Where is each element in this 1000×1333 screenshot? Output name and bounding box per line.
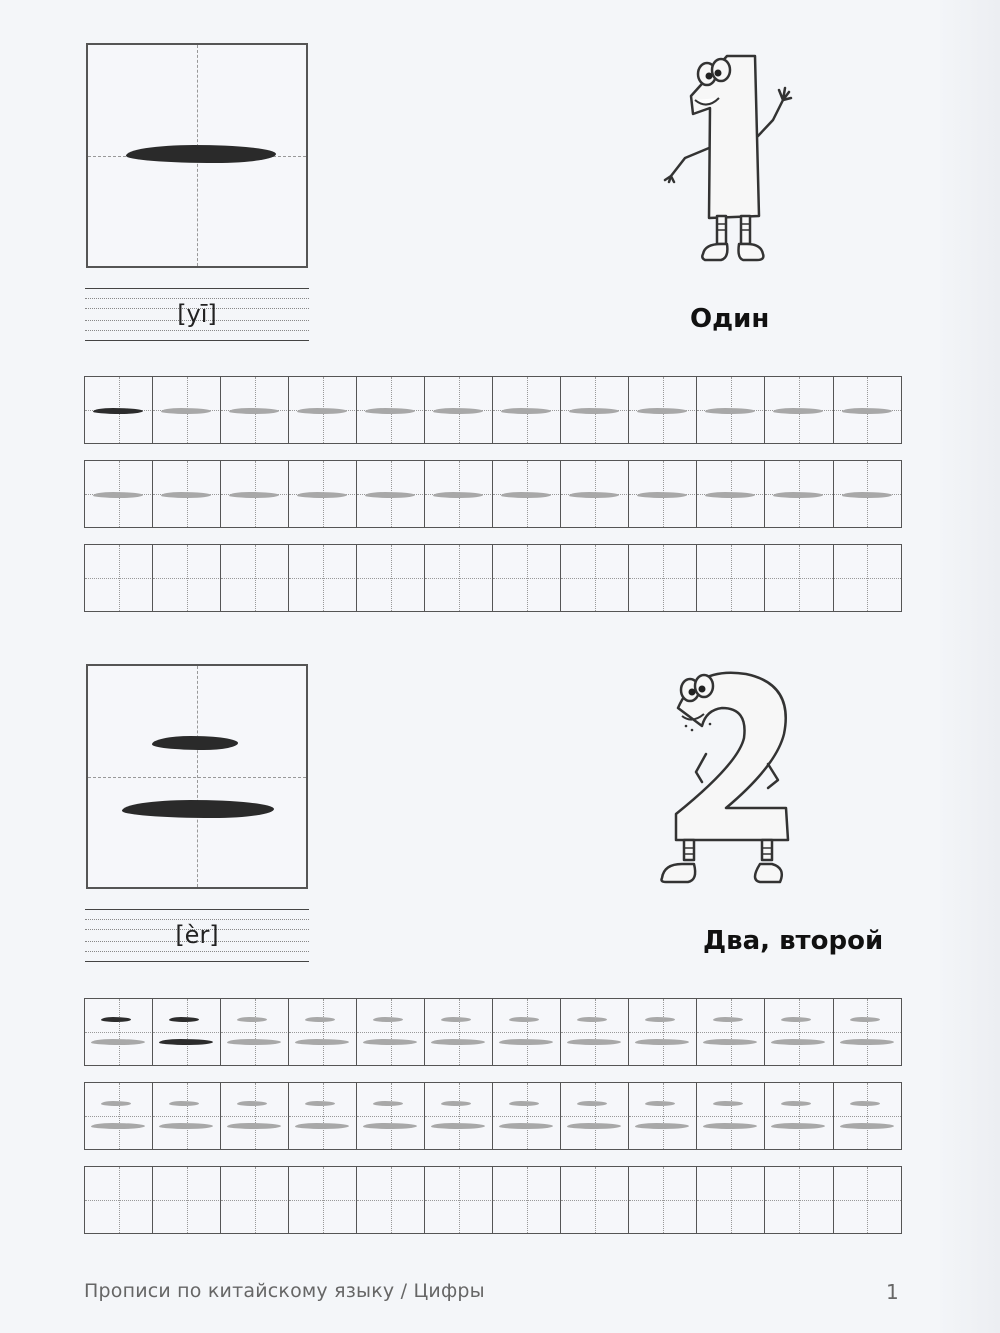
trace-stroke-upper [645, 1017, 675, 1022]
trace-stroke [637, 492, 687, 498]
practice-cell[interactable] [84, 460, 154, 528]
practice-cell[interactable] [492, 1082, 562, 1150]
practice-cell[interactable] [84, 376, 154, 444]
practice-row-blank-2 [84, 1166, 902, 1234]
practice-cell[interactable] [220, 544, 290, 612]
trace-stroke-lower [91, 1039, 145, 1045]
pinyin-yi: [yī] [177, 300, 217, 328]
practice-cell[interactable] [833, 460, 903, 528]
practice-cell[interactable] [833, 998, 903, 1066]
main-character-box-yi [86, 43, 308, 268]
trace-stroke-lower [159, 1123, 213, 1129]
trace-stroke-lower [499, 1039, 553, 1045]
practice-cell[interactable] [152, 460, 222, 528]
practice-cell[interactable] [492, 544, 562, 612]
trace-stroke [297, 408, 347, 414]
practice-cell[interactable] [288, 544, 358, 612]
meaning-one: Один [690, 304, 770, 334]
practice-cell[interactable] [220, 376, 290, 444]
trace-stroke-lower [703, 1123, 757, 1129]
trace-stroke-upper [781, 1017, 811, 1022]
practice-cell[interactable] [424, 1082, 494, 1150]
practice-cell[interactable] [628, 376, 698, 444]
trace-stroke-upper [781, 1101, 811, 1106]
trace-stroke [773, 492, 823, 498]
page-edge [940, 0, 1000, 1333]
trace-stroke [229, 408, 279, 414]
character-er-lower-stroke [122, 800, 274, 818]
trace-stroke [501, 492, 551, 498]
trace-stroke-lower [771, 1039, 825, 1045]
practice-cell[interactable] [696, 544, 766, 612]
practice-cell[interactable] [833, 376, 903, 444]
trace-stroke-upper [509, 1017, 539, 1022]
trace-stroke-lower [703, 1039, 757, 1045]
trace-stroke-lower [295, 1123, 349, 1129]
trace-stroke-lower [499, 1123, 553, 1129]
practice-cell[interactable] [356, 998, 426, 1066]
trace-stroke-upper [373, 1101, 403, 1106]
meaning-two: Два, второй [703, 926, 884, 956]
trace-stroke [229, 492, 279, 498]
practice-cell[interactable] [84, 1166, 154, 1234]
trace-stroke-lower [159, 1039, 213, 1045]
character-yi-stroke [126, 145, 276, 163]
trace-stroke-upper [713, 1101, 743, 1106]
practice-row-blank-1 [84, 544, 902, 612]
main-character-box-er [86, 664, 308, 889]
practice-row-trace-2a [84, 998, 902, 1066]
practice-cell[interactable] [696, 376, 766, 444]
practice-cell[interactable] [628, 460, 698, 528]
trace-stroke-lower [635, 1123, 689, 1129]
trace-stroke-upper [237, 1101, 267, 1106]
trace-stroke [569, 492, 619, 498]
practice-cell[interactable] [220, 460, 290, 528]
practice-cell[interactable] [220, 1166, 290, 1234]
practice-cell[interactable] [833, 544, 903, 612]
trace-stroke [93, 408, 143, 414]
trace-stroke-lower [840, 1123, 894, 1129]
practice-cell[interactable] [764, 544, 834, 612]
practice-cell[interactable] [288, 376, 358, 444]
trace-stroke-lower [567, 1039, 621, 1045]
trace-stroke-lower [635, 1039, 689, 1045]
trace-stroke-upper [305, 1101, 335, 1106]
practice-cell[interactable] [152, 1166, 222, 1234]
practice-cell[interactable] [424, 376, 494, 444]
trace-stroke-upper [441, 1101, 471, 1106]
practice-cell[interactable] [424, 544, 494, 612]
trace-stroke [773, 408, 823, 414]
practice-cell[interactable] [628, 998, 698, 1066]
practice-cell[interactable] [288, 1082, 358, 1150]
trace-stroke-upper [441, 1017, 471, 1022]
trace-stroke [297, 492, 347, 498]
trace-stroke [842, 492, 892, 498]
trace-stroke [365, 408, 415, 414]
trace-stroke [501, 408, 551, 414]
practice-cell[interactable] [288, 998, 358, 1066]
trace-stroke [365, 492, 415, 498]
practice-cell[interactable] [628, 1082, 698, 1150]
practice-cell[interactable] [628, 1166, 698, 1234]
practice-cell[interactable] [764, 1166, 834, 1234]
trace-stroke-upper [169, 1101, 199, 1106]
footer-title: Прописи по китайскому языку / Цифры [84, 1280, 485, 1302]
trace-stroke-lower [91, 1123, 145, 1129]
practice-cell[interactable] [560, 460, 630, 528]
trace-stroke-lower [295, 1039, 349, 1045]
trace-stroke [433, 492, 483, 498]
practice-cell[interactable] [356, 544, 426, 612]
practice-cell[interactable] [492, 460, 562, 528]
practice-cell[interactable] [696, 998, 766, 1066]
practice-cell[interactable] [696, 460, 766, 528]
trace-stroke [433, 408, 483, 414]
practice-cell[interactable] [628, 544, 698, 612]
practice-cell[interactable] [220, 998, 290, 1066]
practice-cell[interactable] [764, 1082, 834, 1150]
practice-cell[interactable] [220, 1082, 290, 1150]
practice-row-trace-1a [84, 376, 902, 444]
trace-stroke-upper [373, 1017, 403, 1022]
practice-cell[interactable] [492, 1166, 562, 1234]
trace-stroke-upper [101, 1017, 131, 1022]
trace-stroke-lower [431, 1123, 485, 1129]
pinyin-lines-er [85, 909, 309, 961]
practice-cell[interactable] [764, 460, 834, 528]
practice-cell[interactable] [424, 998, 494, 1066]
trace-stroke-upper [305, 1017, 335, 1022]
practice-row-trace-1b [84, 460, 902, 528]
trace-stroke-lower [567, 1123, 621, 1129]
trace-stroke-upper [509, 1101, 539, 1106]
trace-stroke [93, 492, 143, 498]
trace-stroke-lower [227, 1039, 281, 1045]
practice-cell[interactable] [696, 1166, 766, 1234]
trace-stroke-lower [363, 1123, 417, 1129]
trace-stroke [637, 408, 687, 414]
trace-stroke-upper [850, 1017, 880, 1022]
practice-cell[interactable] [492, 998, 562, 1066]
practice-cell[interactable] [152, 1082, 222, 1150]
practice-cell[interactable] [84, 998, 154, 1066]
practice-cell[interactable] [152, 376, 222, 444]
practice-cell[interactable] [356, 1166, 426, 1234]
practice-cell[interactable] [833, 1166, 903, 1234]
trace-stroke [705, 492, 755, 498]
trace-stroke [161, 492, 211, 498]
trace-stroke-upper [850, 1101, 880, 1106]
practice-cell[interactable] [560, 544, 630, 612]
practice-cell[interactable] [560, 1166, 630, 1234]
practice-cell[interactable] [833, 1082, 903, 1150]
practice-cell[interactable] [764, 998, 834, 1066]
practice-row-trace-2b [84, 1082, 902, 1150]
practice-cell[interactable] [356, 460, 426, 528]
pinyin-lines-yi [85, 288, 309, 340]
trace-stroke [569, 408, 619, 414]
practice-cell[interactable] [356, 376, 426, 444]
trace-stroke-lower [840, 1039, 894, 1045]
practice-cell[interactable] [356, 1082, 426, 1150]
practice-cell[interactable] [696, 1082, 766, 1150]
practice-cell[interactable] [152, 544, 222, 612]
trace-stroke-upper [577, 1017, 607, 1022]
trace-stroke-lower [431, 1039, 485, 1045]
page-number: 1 [886, 1280, 899, 1304]
trace-stroke-upper [237, 1017, 267, 1022]
trace-stroke-upper [169, 1017, 199, 1022]
trace-stroke [161, 408, 211, 414]
practice-cell[interactable] [84, 1082, 154, 1150]
trace-stroke [705, 408, 755, 414]
practice-cell[interactable] [288, 460, 358, 528]
practice-cell[interactable] [152, 998, 222, 1066]
practice-cell[interactable] [424, 1166, 494, 1234]
practice-cell[interactable] [560, 376, 630, 444]
trace-stroke-upper [101, 1101, 131, 1106]
trace-stroke [842, 408, 892, 414]
practice-cell[interactable] [492, 376, 562, 444]
trace-stroke-lower [227, 1123, 281, 1129]
trace-stroke-upper [713, 1017, 743, 1022]
practice-cell[interactable] [560, 998, 630, 1066]
practice-cell[interactable] [84, 544, 154, 612]
practice-cell[interactable] [764, 376, 834, 444]
trace-stroke-lower [771, 1123, 825, 1129]
practice-cell[interactable] [560, 1082, 630, 1150]
practice-cell[interactable] [424, 460, 494, 528]
trace-stroke-upper [645, 1101, 675, 1106]
trace-stroke-lower [363, 1039, 417, 1045]
practice-cell[interactable] [288, 1166, 358, 1234]
number-one-mascot [655, 48, 805, 273]
trace-stroke-upper [577, 1101, 607, 1106]
character-er-upper-stroke [152, 736, 238, 750]
number-two-mascot [656, 668, 806, 893]
pinyin-er: [èr] [175, 921, 219, 949]
